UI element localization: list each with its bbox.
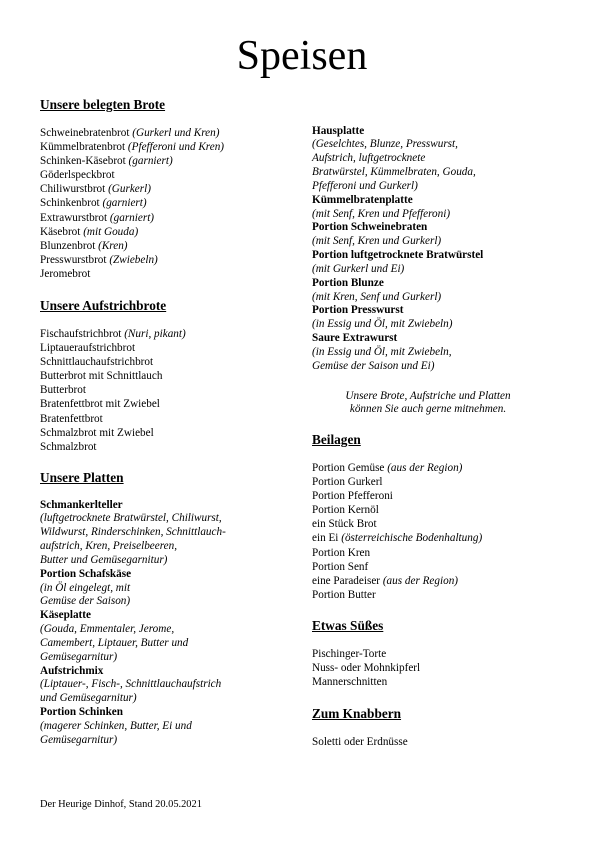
platter-name: Schmankerlteller (40, 498, 123, 511)
item-name: Portion Senf (312, 560, 369, 573)
platter-item (40, 499, 290, 568)
item-name: Kümmelbratenbrot (40, 140, 126, 153)
platter-description-line: Gemüsegarnitur) (40, 650, 118, 663)
item-name: Pischinger-Torte (312, 647, 387, 660)
platter-name: Saure Extrawurst (312, 332, 398, 345)
platter-item (312, 277, 544, 305)
item-note: (aus der Region) (387, 461, 463, 474)
platter-description-line: (mit Gurkerl und Ei) (312, 262, 405, 275)
side-dish-item (312, 475, 544, 489)
platter-description-line: Gemüse der Saison) (40, 595, 131, 608)
bread-item (40, 211, 290, 225)
item-name: Butterbrot (40, 384, 86, 397)
section-heading-beilagen: Beilagen (312, 431, 361, 447)
side-dish-item (312, 489, 544, 503)
item-note: (Gurkerl und Kren) (132, 126, 220, 139)
platter-item (312, 125, 544, 194)
item-name: Schmalzbrot (40, 441, 97, 453)
item-name: Fischaufstrichbrot (40, 327, 122, 340)
platter-description-line: Pfefferoni und Gurkerl) (312, 179, 418, 192)
platter-description-line: (mit Senf, Kren und Gurkerl) (312, 235, 442, 248)
item-note: (österreichische Bodenhaltung) (341, 532, 483, 545)
takeaway-note (312, 390, 544, 417)
side-dish-item (312, 588, 544, 602)
item-name: Bratenfettbrot (40, 412, 103, 425)
spread-bread-item (40, 440, 290, 454)
spread-bread-item (40, 426, 290, 440)
item-name: Göderlspeckbrot (40, 169, 115, 182)
platter-item (312, 304, 544, 332)
item-name: Blunzenbrot (40, 240, 96, 252)
platter-description-line: (magerer Schinken, Butter, Ei und (40, 720, 192, 732)
dessert-item (312, 647, 544, 661)
bread-item (40, 182, 290, 196)
platter-description-line: (Liptauer-, Fisch-, Schnittlauchaufstrich (40, 678, 222, 691)
aufstrichbrote-list (40, 327, 290, 455)
item-name: Portion Gemüse (312, 461, 385, 474)
platter-name: Portion Blunze (312, 276, 384, 289)
snack-item (312, 735, 544, 749)
platter-description-line: Camembert, Liptauer, Butter und (40, 636, 189, 649)
platter-description-line: Gemüse der Saison und Ei) (312, 359, 435, 372)
item-name: Portion Pfefferoni (312, 489, 393, 502)
dessert-item (312, 675, 544, 689)
side-dish-item (312, 560, 544, 574)
item-name: Butterbrot mit Schnittlauch (40, 370, 163, 383)
item-name: eine Paradeiser (312, 575, 381, 587)
platter-description-line: und Gemüsegarnitur) (40, 692, 137, 705)
platter-description-line: (in Essig und Öl, mit Zwiebeln) (312, 318, 453, 331)
platter-name: Portion Schinken (40, 706, 123, 719)
platter-name: Käseplatte (40, 609, 91, 622)
platter-description-line: (in Öl eingelegt, mit (40, 581, 131, 594)
section-belegte-brote (40, 97, 290, 282)
item-name: Soletti oder Erdnüsse (312, 735, 408, 748)
platter-description-line: (Geselchtes, Blunze, Presswurst, (312, 138, 458, 151)
page-title: Speisen (236, 33, 368, 79)
footer-note: Der Heurige Dinhof, Stand 20.05.2021 (40, 799, 202, 810)
item-note: (garniert) (109, 211, 155, 224)
item-name: ein Stück Brot (312, 518, 377, 531)
bread-item (40, 126, 290, 140)
section-heading-zum-knabbern: Zum Knabbern (312, 705, 402, 721)
bread-item (40, 253, 290, 267)
section-aufstrichbrote (40, 298, 290, 455)
item-name: Portion Kernöl (312, 504, 379, 517)
platten-list-continued (312, 125, 544, 374)
platter-name: Portion Schweinebraten (312, 221, 428, 234)
item-name: Jeromebrot (40, 268, 91, 281)
side-dish-item (312, 517, 544, 531)
platter-description-line: aufstrich, Kren, Preiselbeeren, (40, 540, 178, 553)
platter-item (312, 221, 544, 249)
side-dish-item (312, 574, 544, 588)
bread-item (40, 196, 290, 210)
suesses-list (312, 647, 544, 690)
platter-description-line: (Gouda, Emmentaler, Jerome, (40, 623, 175, 636)
platter-name: Portion Schafskäse (40, 567, 132, 580)
item-name: Mannerschnitten (312, 675, 388, 688)
platter-description-line: Bratwürstel, Kümmelbraten, Gouda, (312, 166, 476, 179)
platter-name: Aufstrichmix (40, 664, 104, 677)
section-etwas-suesses (312, 618, 544, 690)
item-note: (Kren) (98, 240, 128, 252)
item-name: Portion Butter (312, 589, 376, 602)
platter-name: Portion luftgetrocknete Bratwürstel (312, 249, 484, 262)
item-name: Schinkenbrot (40, 197, 100, 210)
bread-item (40, 168, 290, 182)
bread-item (40, 140, 290, 154)
item-name: Portion Gurkerl (312, 475, 383, 488)
item-name: Nuss- oder Mohnkipferl (312, 661, 421, 674)
side-dish-item (312, 546, 544, 560)
platter-item (40, 609, 290, 664)
item-name: Bratenfettbrot mit Zwiebel (40, 398, 160, 411)
platter-description-line: (mit Senf, Kren und Pfefferoni) (312, 207, 451, 220)
item-note: (mit Gouda) (83, 225, 139, 238)
platter-item (312, 332, 544, 374)
platter-description-line: Wildwurst, Rinderschinken, Schnittlauch- (40, 526, 226, 539)
item-name: Schnittlauchaufstrichbrot (40, 355, 154, 368)
platter-name: Hausplatte (312, 124, 365, 137)
item-note: (Zwiebeln) (109, 254, 158, 267)
dessert-item (312, 661, 544, 675)
item-name: Schweinebratenbrot (40, 126, 130, 139)
item-note: (Gurkerl) (108, 183, 151, 196)
item-name: Chiliwurstbrot (40, 183, 106, 196)
belegte-brote-list (40, 126, 290, 282)
item-name: Liptaueraufstrichbrot (40, 341, 136, 354)
item-note: (Pfefferoni und Kren) (127, 140, 225, 153)
item-note: (garniert) (128, 154, 173, 167)
platter-item (312, 194, 544, 222)
platten-list (40, 499, 290, 748)
spread-bread-item (40, 412, 290, 426)
platter-item (312, 249, 544, 277)
platter-item (40, 706, 290, 748)
bread-item (40, 225, 290, 239)
platter-description-line: (in Essig und Öl, mit Zwiebeln, (312, 346, 452, 358)
platter-description-line: Gemüsegarnitur) (40, 733, 118, 746)
bread-item (40, 267, 290, 281)
side-dish-item (312, 461, 544, 475)
takeaway-note-line: Unsere Brote, Aufstriche und Platten (345, 389, 511, 402)
section-zum-knabbern (312, 706, 544, 749)
knabbern-list (312, 735, 544, 749)
section-heading-etwas-suesses: Etwas Süßes (312, 617, 384, 633)
item-name: Schmalzbrot mit Zwiebel (40, 426, 154, 439)
item-name: Presswurstbrot (40, 254, 107, 267)
section-beilagen (312, 432, 544, 603)
item-name: Extrawurstbrot (40, 211, 108, 224)
section-heading-aufstrichbrote: Unsere Aufstrichbrote (40, 297, 167, 313)
spread-bread-item (40, 355, 290, 369)
spread-bread-item (40, 341, 290, 355)
item-name: Käsebrot (40, 225, 81, 238)
bread-item (40, 154, 290, 168)
platter-description-line: Butter und Gemüsegarnitur) (40, 553, 168, 566)
bread-item (40, 239, 290, 253)
side-dish-item (312, 503, 544, 517)
item-name: Schinken-Käsebrot (40, 154, 126, 167)
platter-item (40, 665, 290, 707)
platter-item (40, 568, 290, 610)
spread-bread-item (40, 369, 290, 383)
takeaway-note-line: können Sie auch gerne mitnehmen. (349, 403, 507, 415)
section-platten (40, 470, 290, 748)
item-note: (aus der Region) (382, 575, 459, 587)
spread-bread-item (40, 327, 290, 341)
platter-name: Portion Presswurst (312, 304, 404, 317)
section-heading-platten: Unsere Platten (40, 469, 124, 485)
item-note: (garniert) (102, 197, 147, 210)
item-name: Portion Kren (312, 546, 371, 559)
beilagen-list (312, 461, 544, 603)
section-heading-belegte-brote: Unsere belegten Brote (40, 96, 166, 112)
side-dish-item (312, 531, 544, 545)
platter-description-line: Aufstrich, luftgetrocknete (312, 152, 426, 165)
platter-name: Kümmelbratenplatte (312, 193, 413, 206)
item-name: ein Ei (312, 532, 339, 545)
platter-description-line: (luftgetrocknete Bratwürstel, Chiliwurst, (40, 512, 222, 525)
platter-description-line: (mit Kren, Senf und Gurkerl) (312, 290, 442, 303)
spread-bread-item (40, 383, 290, 397)
spread-bread-item (40, 397, 290, 411)
item-note: (Nuri, pikant) (124, 327, 186, 340)
